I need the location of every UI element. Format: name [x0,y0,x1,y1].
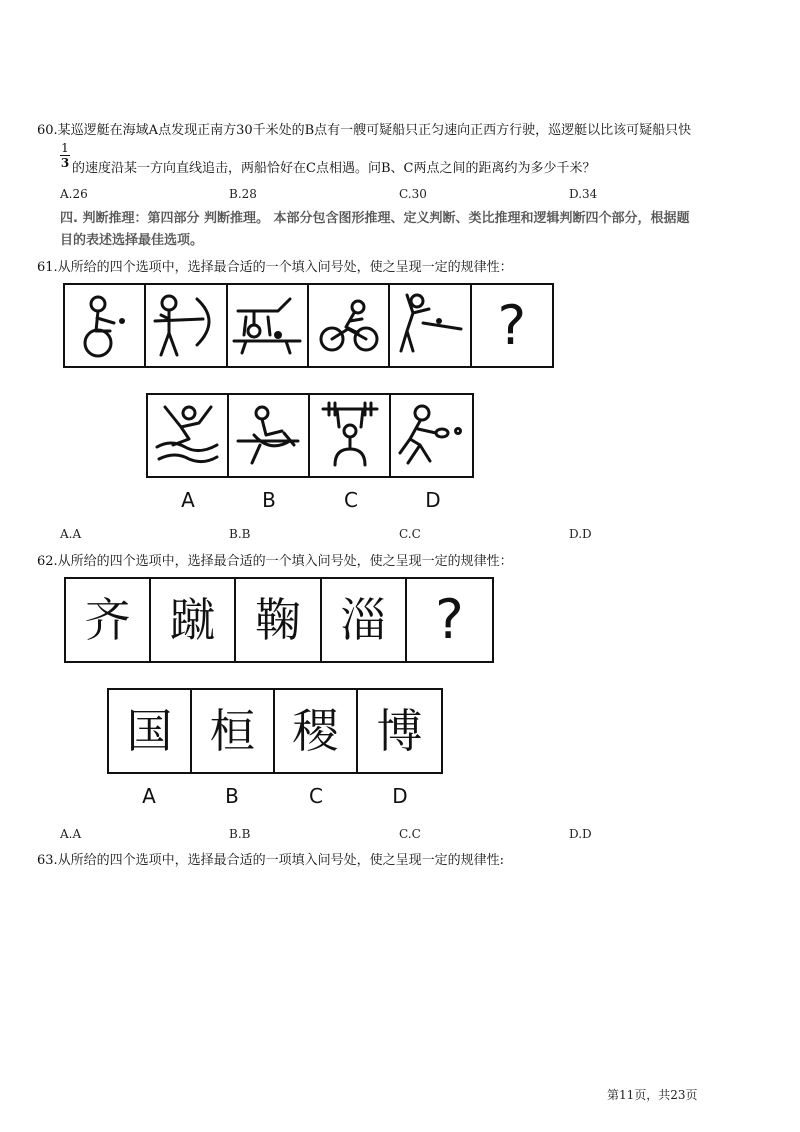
q60-fraction [60,141,70,170]
q61-question-strip [63,283,554,368]
q61-answer-a[interactable] [148,395,229,476]
char-guo: 国 [126,704,173,758]
char-zi: 淄 [340,593,387,647]
q61-cell-1 [65,285,146,366]
q62-question-strip [64,577,494,663]
char-cu: 蹴 [169,593,216,647]
q62-answer-b[interactable] [192,690,275,772]
q62-option-d[interactable]: D.D [569,827,592,841]
q61-answer-strip [146,393,474,478]
section-heading [60,208,690,252]
char-qi: 齐 [84,593,131,647]
q61-cell-4 [309,285,390,366]
q62-option-c[interactable]: C.C [399,827,421,841]
q62-cell-1 [66,579,151,661]
q61-cell-5 [390,285,471,366]
q62-letter-b: B [225,784,239,808]
q61-cell-2 [146,285,227,366]
weightlifter-icon [232,291,302,361]
q62-letter-a: A [142,784,156,808]
q61-cell-6 [472,285,552,366]
q62-cell-3 [236,579,321,661]
q63-text: 63.从所给的四个选项中，选择最合适的一项填入问号处，使之呈现一定的规律性: [37,853,505,868]
char-bo: 博 [376,704,423,758]
q62-letter-d: D [392,784,408,808]
q62-answer-d[interactable] [358,690,441,772]
q61-letter-d: D [425,488,441,512]
section-heading-line2: 目的表述选择最佳选项。 [60,233,204,248]
question-mark: ? [497,293,527,357]
q61-answer-c[interactable] [310,395,391,476]
q60-fraction-denominator: 3 [60,156,70,170]
q62-letter-c: C [309,784,323,808]
q62-option-b[interactable]: B.B [229,827,251,841]
q61-answer-d[interactable] [391,395,472,476]
q62-text: 62.从所给的四个选项中，选择最合适的一个填入问号处，使之呈现一定的规律性： [37,554,513,569]
q61-cell-3 [228,285,309,366]
q60-option-d[interactable]: D.34 [569,187,598,201]
q62-answer-c[interactable] [275,690,358,772]
char-huan: 桓 [209,704,256,758]
cyclist-icon [314,291,384,361]
swimmer-icon [153,401,223,471]
q61-letter-a: A [181,488,195,512]
weightlifter-front-icon [315,401,385,471]
q60-option-b[interactable]: B.28 [229,187,257,201]
q60-text-line1: 60.某巡逻艇在海域A点发现正南方30千米处的B点有一艘可疑船只正匀速向正西方行驶，巡逻艇以比该可疑船只快 [37,123,692,138]
page-footer: 第11页，共23页 [607,1088,698,1102]
q62-cell-2 [151,579,236,661]
q62-option-a[interactable]: A.A [60,827,82,841]
q61-letter-c: C [344,488,358,512]
section-heading-line1: 四. 判断推理：第四部分 判断推理。 本部分包含图形推理、定义判断、类比推理和逻辑判断四个部分，根据题 [60,211,690,226]
q61-answer-b[interactable] [229,395,310,476]
rower-icon [234,401,304,471]
q60-option-a[interactable]: A.26 [60,187,88,201]
q60-fraction-numerator: 1 [61,141,69,155]
q60-option-c[interactable]: C.30 [399,187,427,201]
q62-answer-a[interactable] [109,690,192,772]
q62-answer-strip [107,688,443,774]
q61-letter-b: B [262,488,276,512]
char-ju: 鞠 [255,593,301,647]
table-tennis-player-icon [395,291,465,361]
q61-option-c[interactable]: C.C [399,527,421,541]
archer-icon [151,291,221,361]
q61-option-d[interactable]: D.D [569,527,592,541]
q61-option-a[interactable]: A.A [60,527,82,541]
q61-option-b[interactable]: B.B [229,527,251,541]
q61-text: 61.从所给的四个选项中，选择最合适的一个填入问号处，使之呈现一定的规律性： [37,260,513,275]
q60-text-line2: 的速度沿某一方向直线追击，两船恰好在C点相遇。问B、C两点之间的距离约为多少千米？ [72,161,596,176]
wheelchair-athlete-icon [70,291,140,361]
question-mark: ? [435,588,464,651]
tennis-player-icon [396,401,466,471]
q62-cell-5 [407,579,492,661]
q62-cell-4 [322,579,407,661]
char-ji: 稷 [292,704,339,758]
